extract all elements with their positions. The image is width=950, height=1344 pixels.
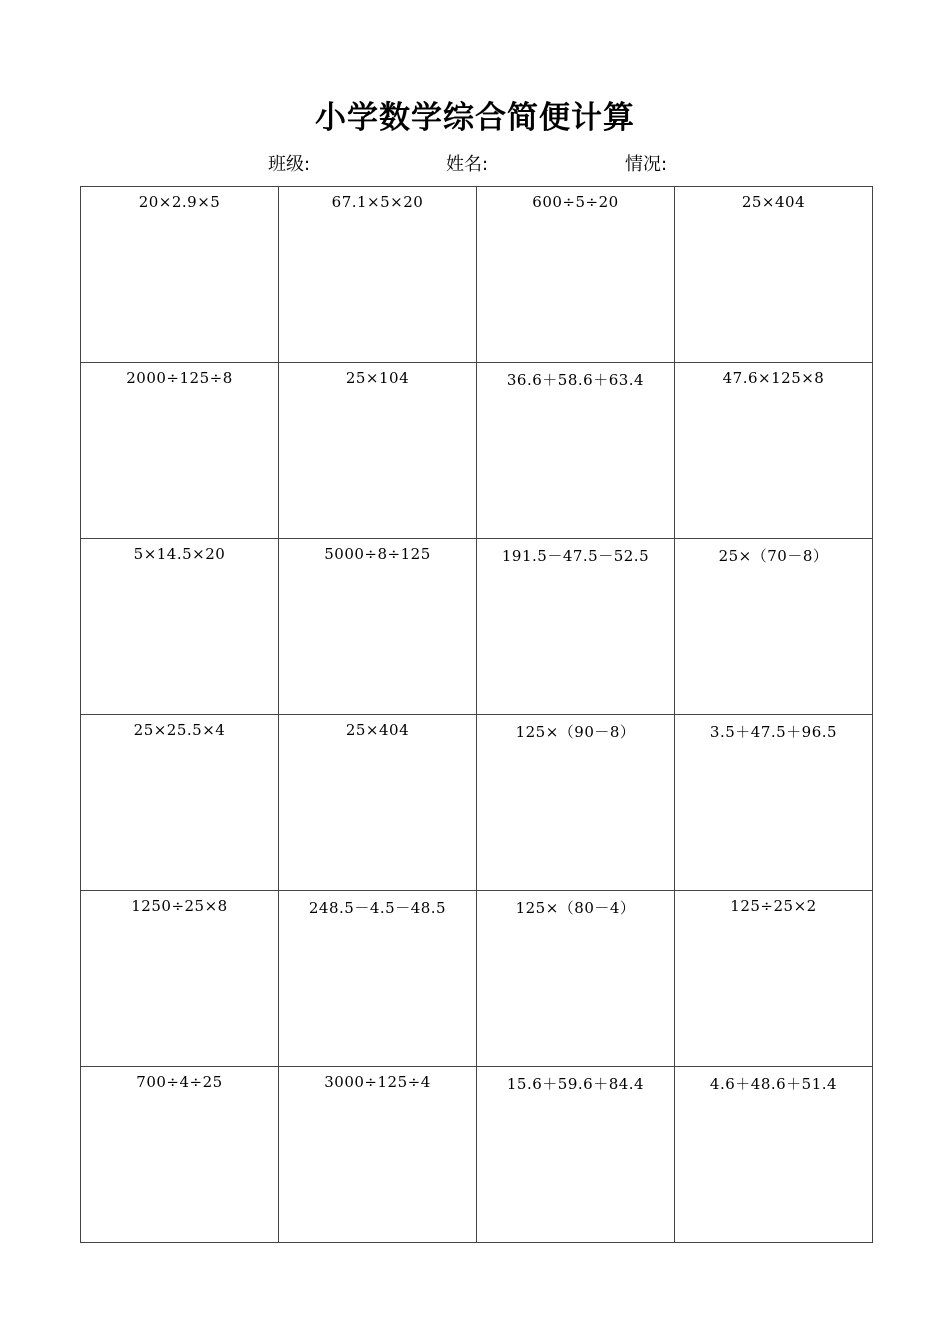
problem-text: 248.5－4.5－48.5 [308, 899, 447, 917]
problem-grid [80, 186, 873, 1243]
problem-cell[interactable] [279, 539, 477, 715]
problem-cell[interactable] [477, 715, 675, 891]
problem-cell[interactable] [81, 363, 279, 539]
problem-cell[interactable] [279, 1067, 477, 1243]
class-label: 班级: [268, 154, 311, 175]
problem-text: 67.1×5×20 [331, 193, 424, 211]
problem-row [81, 891, 873, 1067]
name-label: 姓名: [446, 154, 489, 175]
problem-row [81, 187, 873, 363]
problem-text: 3000÷125÷4 [324, 1073, 431, 1091]
problem-cell[interactable] [477, 187, 675, 363]
problem-text: 125×（90－8） [515, 723, 636, 741]
problem-cell[interactable] [477, 1067, 675, 1243]
problem-cell[interactable] [675, 1067, 873, 1243]
problem-row [81, 539, 873, 715]
problem-text: 125÷25×2 [730, 897, 817, 915]
problem-cell[interactable] [477, 891, 675, 1067]
problem-text: 5×14.5×20 [133, 545, 226, 563]
problem-text: 5000÷8÷125 [324, 545, 431, 563]
problem-text: 600÷5÷20 [532, 193, 619, 211]
problem-text: 25×（70－8） [718, 547, 829, 565]
problem-cell[interactable] [279, 363, 477, 539]
worksheet-title: 小学数学综合简便计算 [315, 100, 635, 136]
problem-text: 2000÷125÷8 [126, 369, 233, 387]
problem-cell[interactable] [81, 1067, 279, 1243]
problem-text: 25×404 [741, 193, 806, 211]
problem-cell[interactable] [675, 187, 873, 363]
problem-text: 25×104 [345, 369, 410, 387]
problem-text: 700÷4÷25 [136, 1073, 223, 1091]
problem-cell[interactable] [279, 891, 477, 1067]
problem-text: 20×2.9×5 [138, 193, 221, 211]
problem-text: 47.6×125×8 [722, 369, 825, 387]
problem-cell[interactable] [675, 539, 873, 715]
problem-cell[interactable] [675, 715, 873, 891]
problem-text: 36.6＋58.6＋63.4 [506, 371, 645, 389]
status-label: 情况: [625, 154, 668, 175]
problem-row [81, 1067, 873, 1243]
problem-text: 15.6＋59.6＋84.4 [506, 1075, 645, 1093]
problem-cell[interactable] [81, 187, 279, 363]
problem-cell[interactable] [675, 363, 873, 539]
problem-text: 1250÷25×8 [131, 897, 228, 915]
problem-cell[interactable] [279, 187, 477, 363]
problem-text: 191.5－47.5－52.5 [501, 547, 650, 565]
problem-cell[interactable] [279, 715, 477, 891]
problem-cell[interactable] [81, 715, 279, 891]
problem-cell[interactable] [477, 539, 675, 715]
problem-row [81, 363, 873, 539]
problem-text: 25×404 [345, 721, 410, 739]
problem-text: 3.5＋47.5＋96.5 [709, 723, 838, 741]
problem-cell[interactable] [81, 539, 279, 715]
problem-cell[interactable] [675, 891, 873, 1067]
problem-text: 125×（80－4） [515, 899, 636, 917]
problem-cell[interactable] [81, 891, 279, 1067]
problem-text: 4.6＋48.6＋51.4 [709, 1075, 838, 1093]
problem-cell[interactable] [477, 363, 675, 539]
problem-row [81, 715, 873, 891]
problem-text: 25×25.5×4 [133, 721, 226, 739]
student-info-row [0, 150, 950, 176]
